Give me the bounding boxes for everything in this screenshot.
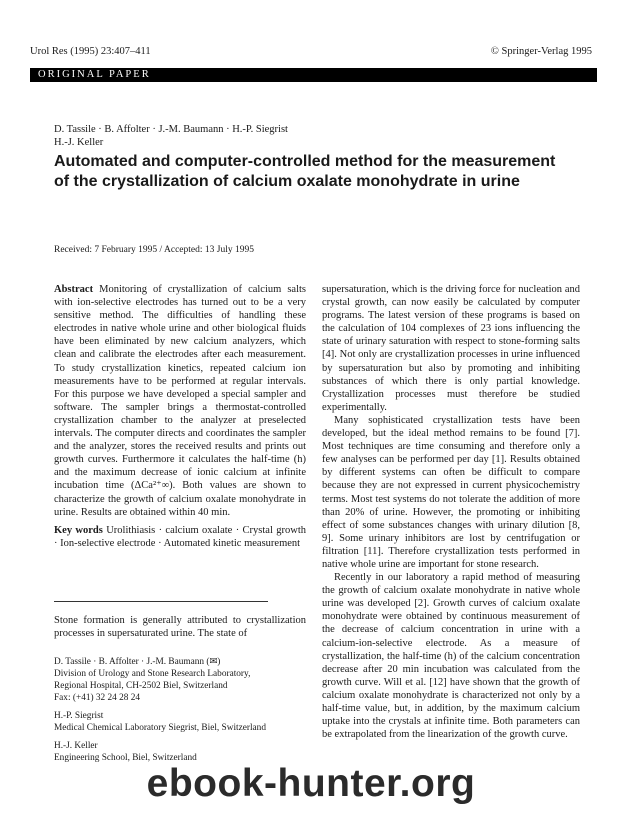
paper-title: Automated and computer-controlled method for the measurement of the crystallization of calcium oxalate monohydrate in urine bbox=[54, 153, 556, 190]
affiliation-line: Regional Hospital, CH-2502 Biel, Switzerland bbox=[54, 681, 228, 691]
affiliation-line: Engineering School, Biel, Switzerland bbox=[54, 753, 197, 763]
author-line-2: H.-J. Keller bbox=[54, 137, 104, 148]
intro-paragraph bbox=[54, 614, 306, 640]
publisher-copyright: © Springer-Verlag 1995 bbox=[490, 46, 592, 57]
affiliations bbox=[54, 656, 306, 770]
received-dates: Received: 7 February 1995 / Accepted: 13 July 1995 bbox=[54, 245, 254, 255]
keywords-text: Urolithiasis · calcium oxalate · Crystal growth · Ion-selective electrode · Automated kinetic measurement bbox=[54, 525, 306, 550]
abstract bbox=[54, 283, 306, 519]
section-banner bbox=[30, 68, 597, 82]
abstract-text: Monitoring of crystallization of calcium salts with ion-selective electrodes has turned out to be a very sensitive method. The difficulties of handling these electrodes in native whole urine and other biological fluids have been eliminated by new calcium analyzers, which clean and calibrate the electrodes after each measurement. To study crystallization kinetics, repeated calcium ion measurements have to be performed at regular intervals. For this purpose we have developed a special sampler and software. The sampler brings a thermostat-controlled crystallization chamber to the analyzer at preselected intervals. The computer directs and coordinates the sampler and the analyzer, stores the received results and prints out growth curves. Furthermore it calculates the half-time (h) and the maximum decrease of ionic calcium at infinite incubation time (ΔCa²⁺∞). Both values are shown to characterize the growth of calcium oxalate monohydrate in urine. Results are obtained within 40 min. bbox=[54, 284, 306, 518]
affiliation-names: H.-J. Keller bbox=[54, 741, 98, 751]
affiliation-line: Fax: (+41) 32 24 28 24 bbox=[54, 693, 141, 703]
right-column bbox=[322, 283, 580, 741]
affiliation-names: H.-P. Siegrist bbox=[54, 711, 104, 721]
affiliation-names: D. Tassile · B. Affolter · J.-M. Baumann (✉) bbox=[54, 657, 221, 667]
affiliation bbox=[54, 740, 306, 764]
affiliation-line: Division of Urology and Stone Research Laboratory, bbox=[54, 669, 251, 679]
affiliation-line: Medical Chemical Laboratory Siegrist, Biel, Switzerland bbox=[54, 723, 266, 733]
banner-label: ORIGINAL PAPER bbox=[38, 69, 151, 80]
keywords bbox=[54, 524, 306, 550]
affiliation bbox=[54, 710, 306, 734]
keywords-label: Key words bbox=[54, 525, 103, 536]
intro-text: Stone formation is generally attributed to crystallization processes in supersaturated urine. The state of bbox=[54, 615, 306, 640]
footnote-divider bbox=[54, 601, 268, 602]
watermark: ebook-hunter.org bbox=[146, 762, 476, 805]
journal-citation: Urol Res (1995) 23:407–411 bbox=[30, 46, 151, 57]
author-line-1: D. Tassile · B. Affolter · J.-M. Baumann · H.-P. Siegrist bbox=[54, 124, 288, 135]
abstract-label: Abstract bbox=[54, 284, 94, 295]
paragraph: supersaturation, which is the driving force for nucleation and crystal growth, can now easily be calculated by computer programs. The latest version of these programs is based on the calculation of 104 complexes of 23 ions influencing the state of urinary saturation with respect to stone-forming salts [4]. Not only are crystallization processes in urine influenced by supersaturation but also by promoting and inhibiting substances of which there is only partial knowledge. Crystallization processes must therefore be studied experimentally. bbox=[322, 284, 580, 413]
paragraph: Many sophisticated crystallization tests have been developed, but the ideal method remains to be found [7]. Most techniques are time consuming and therefore only a few analyses can be performed per day [1]. Results obtained by different systems can often be difficult to compare because they are not expressed in current physicochemistry terms. Most test systems do not tolerate the addition of more than 20% of urine. However, the promoting or inhibiting effect of some substances changes with urinary dilution [8, 9]. Some urinary inhibitors are lost by centrifugation or filtration [11]. Therefore crystallization tests performed in native whole urine are important for stone research. bbox=[322, 414, 580, 570]
affiliation bbox=[54, 656, 306, 704]
paragraph: Recently in our laboratory a rapid method of measuring the growth of calcium oxalate monohydrate in native whole urine was developed [2]. Growth curves of calcium oxalate monohydrate were obtained by continuous measurement of the decrease of calcium concentration in urine with a calcium-ion-selective electrode. As a measure of crystallization, the half-time (h) of the calcium concentration decrease after 20 min incubation was calculated from the growth curve. Will et al. [12] have shown that the growth of calcium oxalate monohydrate is characterized not only by a half-time value, but, in addition, by the maximum calcium uptake into the crystals at infinite time. Both parameters can be extrapolated from the linearization of the growth curve. bbox=[322, 572, 580, 741]
